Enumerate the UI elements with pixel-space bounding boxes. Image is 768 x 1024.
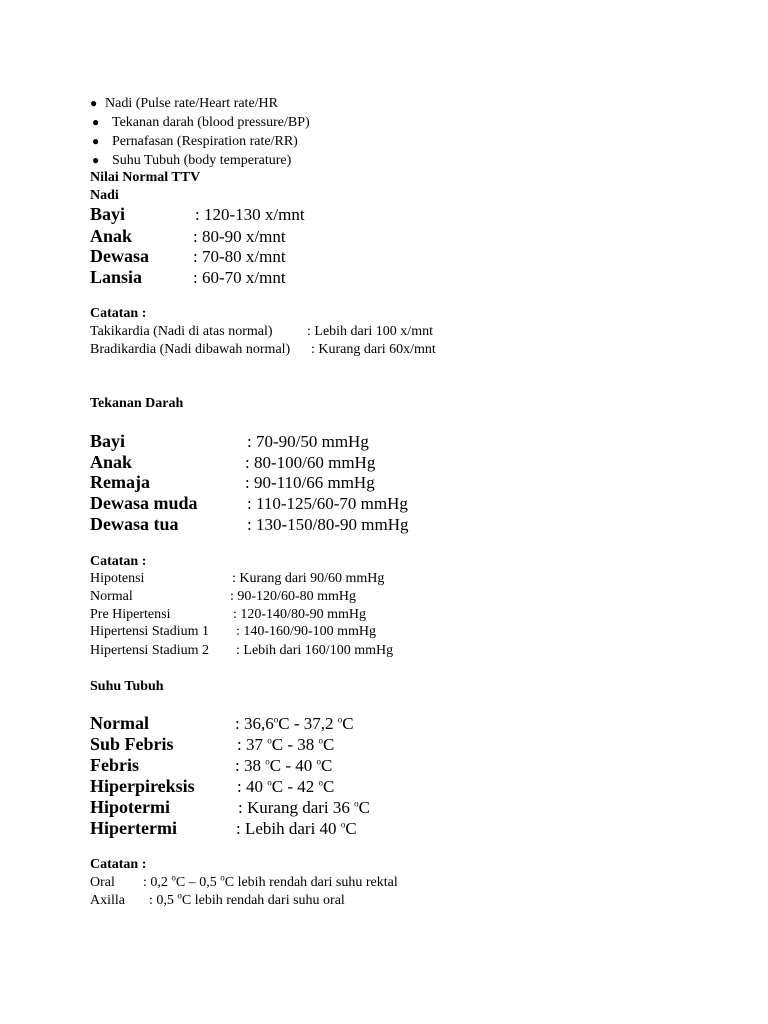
note-value: : Lebih dari 100 x/mnt (307, 324, 433, 339)
note-label: Pre Hipertensi (90, 607, 171, 622)
note-label: Hipertensi Stadium 1 (90, 624, 209, 639)
suhu-catatan-heading: Catatan : (90, 857, 147, 872)
row-value: : 40 $^o$C - 42 $^o$C (237, 777, 335, 796)
row-value: : Lebih dari 40 $^o$C (236, 819, 357, 838)
row-value: : 110-125/60-70 mmHg (247, 494, 408, 513)
row-value: : 80-90 x/mnt (193, 227, 286, 246)
note-value: : Lebih dari 160/100 mmHg (236, 643, 394, 658)
row-value: : 60-70 x/mnt (193, 268, 286, 287)
row-value: : 37 $^o$C - 38 $^o$C (237, 735, 335, 754)
row-label: Anak (90, 452, 133, 472)
row-value: : 70-80 x/mnt (193, 247, 286, 266)
row-label: Hipertermi (90, 818, 177, 838)
row-label: Dewasa tua (90, 514, 179, 534)
row-label: Bayi (90, 204, 126, 224)
row-value: : 38 $^o$C - 40 $^o$C (235, 756, 333, 775)
note-value: : 120-140/80-90 mmHg (233, 607, 366, 622)
row-label: Bayi (90, 431, 126, 451)
nadi-heading: Nadi (90, 188, 119, 203)
row-value: : 90-110/66 mmHg (245, 473, 375, 492)
row-label: Remaja (90, 472, 150, 492)
row-label: Dewasa muda (90, 493, 198, 513)
note-value: : 90-120/60-80 mmHg (230, 589, 356, 604)
row-label: Hiperpireksis (90, 776, 195, 796)
bullet-icon: ● (90, 96, 98, 110)
list-item: ● Pernafasan (Respiration rate/RR) (92, 134, 298, 149)
row-label: Lansia (90, 267, 143, 287)
suhu-tubuh-heading: Suhu Tubuh (90, 679, 164, 694)
note-value: : Kurang dari 60x/mnt (311, 342, 436, 357)
row-value: : 70-90/50 mmHg (247, 432, 369, 451)
row-label: Sub Febris (90, 734, 174, 754)
nadi-catatan-heading: Catatan : (90, 306, 147, 321)
row-value: : 130-150/80-90 mmHg (247, 515, 409, 534)
row-label: Dewasa (90, 246, 149, 266)
note-label: Takikardia (Nadi di atas normal) (90, 324, 273, 339)
note-label: Axilla (90, 893, 125, 908)
row-label: Anak (90, 226, 133, 246)
row-value: : 36,6$^o$C - 37,2 $^o$C (235, 714, 354, 733)
note-label: Bradikardia (Nadi dibawah normal) (90, 342, 291, 357)
tekanan-darah-heading: Tekanan Darah (90, 396, 184, 411)
row-value: : 120-130 x/mnt (195, 205, 305, 224)
note-value: : 0,5 $^o$C lebih rendah dari suhu oral (149, 890, 345, 908)
list-item: ● Suhu Tubuh (body temperature) (92, 153, 292, 168)
row-value: : Kurang dari 36 $^o$C (238, 798, 370, 817)
note-value: : 0,2 $^o$C – 0,5 $^o$C lebih rendah dari suhu rektal (143, 872, 398, 890)
bullet-icon: ● (92, 153, 100, 167)
row-label: Febris (90, 755, 139, 775)
bullet-icon: ● (92, 134, 100, 148)
note-value: : Kurang dari 90/60 mmHg (232, 571, 385, 586)
row-label: Normal (90, 713, 149, 733)
bullet-icon: ● (92, 115, 100, 129)
note-label: Hipertensi Stadium 2 (90, 643, 209, 658)
vital-signs-list (90, 94, 310, 170)
note-label: Oral (90, 875, 115, 890)
note-label: Normal (90, 589, 133, 604)
list-item: ● Nadi (Pulse rate/Heart rate/HR (90, 96, 278, 111)
note-value: : 140-160/90-100 mmHg (236, 624, 376, 639)
list-item: ● Tekanan darah (blood pressure/BP) (92, 115, 310, 130)
note-label: Hipotensi (90, 571, 145, 586)
td-catatan-heading: Catatan : (90, 554, 147, 569)
row-value: : 80-100/60 mmHg (245, 453, 376, 472)
nilai-normal-heading: Nilai Normal TTV (90, 170, 201, 185)
row-label: Hipotermi (90, 797, 170, 817)
